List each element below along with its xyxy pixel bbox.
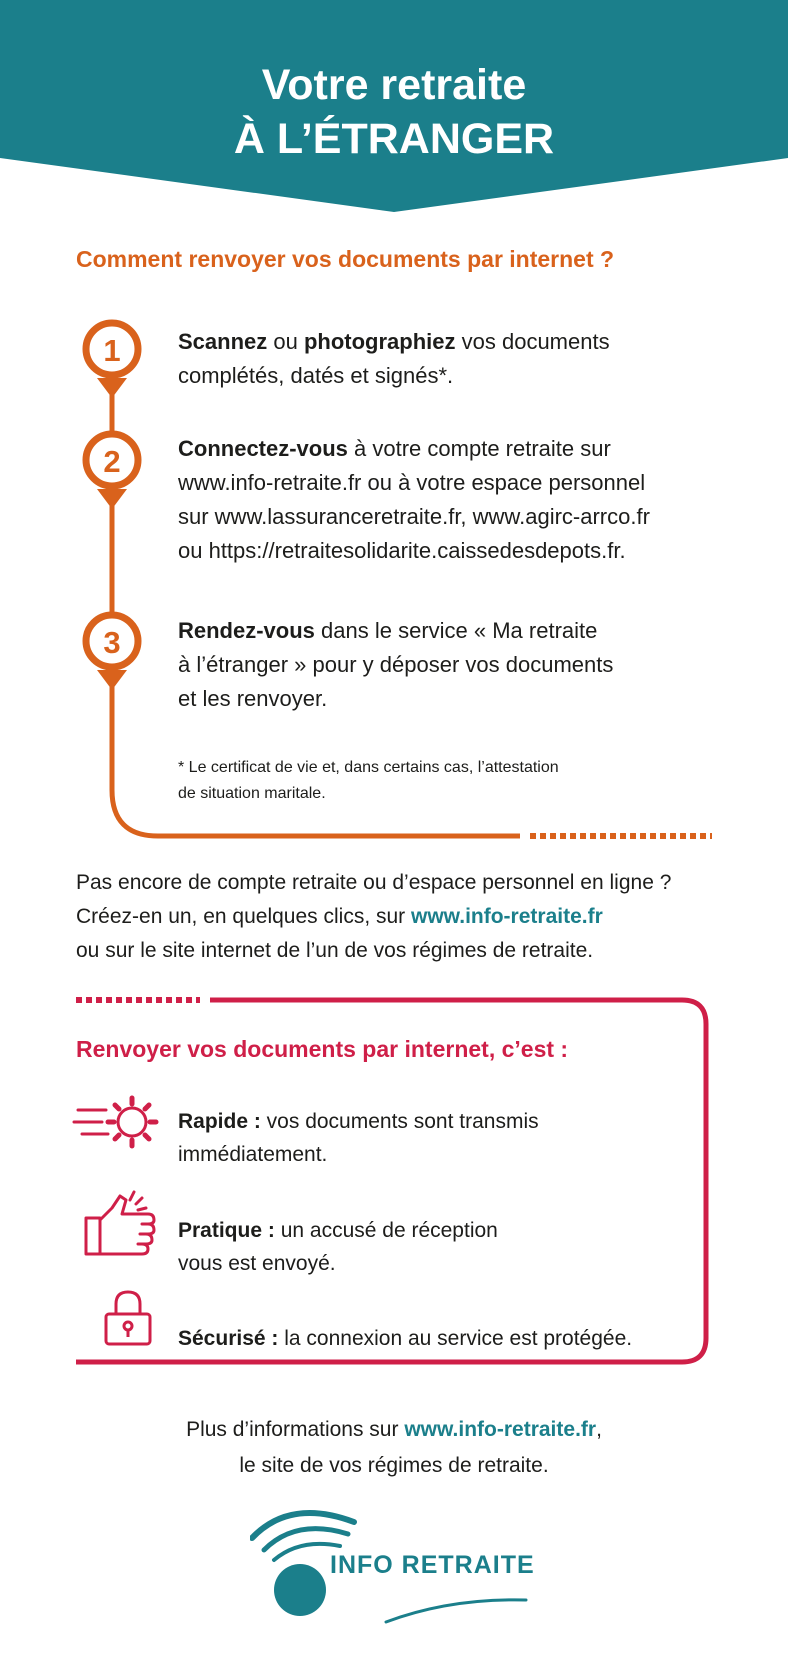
step-2-bold: Connectez-vous bbox=[178, 436, 348, 461]
step-2-line-3: sur www.lassuranceretraite.fr, www.agirc-arrco.fr bbox=[178, 504, 650, 529]
step-3-marker bbox=[86, 615, 138, 690]
benefit-securise-label: Sécurisé : bbox=[178, 1327, 279, 1350]
more-info-link[interactable]: www.info-retraite.fr bbox=[404, 1418, 597, 1441]
more-info-text: Plus d’informations sur bbox=[186, 1418, 405, 1441]
account-line-2: Créez-en un, en quelques clics, sur bbox=[76, 905, 412, 928]
step-1-text bbox=[178, 325, 610, 393]
step-3-rest: dans le service « Ma retraite bbox=[314, 618, 598, 643]
footnote-line-1: * Le certificat de vie et, dans certains cas, l’attestation bbox=[178, 759, 559, 776]
footnote bbox=[178, 755, 559, 807]
step-1-marker bbox=[86, 323, 138, 398]
step-3-bold: Rendez-vous bbox=[178, 618, 315, 643]
benefit-pratique bbox=[178, 1214, 498, 1280]
footnote-line-2: de situation maritale. bbox=[178, 785, 326, 802]
step-1-number: 1 bbox=[103, 333, 121, 368]
benefits-heading: Renvoyer vos documents par internet, c’est : bbox=[76, 1036, 569, 1062]
more-info-comma: , bbox=[596, 1418, 602, 1441]
account-line-3: ou sur le site internet de l’un de vos régimes de retraite. bbox=[76, 939, 594, 962]
benefit-securise bbox=[178, 1322, 632, 1355]
step-2-line-2: www.info-retraite.fr ou à votre espace personnel bbox=[178, 470, 646, 495]
steps-heading: Comment renvoyer vos documents par internet ? bbox=[76, 246, 615, 272]
benefit-pratique-text: un accusé de réception bbox=[274, 1219, 498, 1242]
step-3-text bbox=[178, 614, 613, 716]
step-2-text bbox=[178, 432, 650, 568]
step-2-rest: à votre compte retraite sur bbox=[347, 436, 611, 461]
account-line-1: Pas encore de compte retraite ou d’espace personnel en ligne ? bbox=[76, 871, 672, 894]
step-2-number: 2 bbox=[103, 444, 121, 479]
step-3-line-2: à l’étranger » pour y déposer vos documents bbox=[178, 652, 614, 677]
benefit-pratique-line-2: vous est envoyé. bbox=[178, 1252, 336, 1275]
step-1-bold-photo: photographiez bbox=[303, 329, 456, 354]
benefit-securise-text: la connexion au service est protégée. bbox=[278, 1327, 633, 1350]
more-info bbox=[0, 1412, 788, 1484]
speed-gear-icon bbox=[72, 1088, 168, 1154]
benefit-rapide bbox=[178, 1105, 539, 1171]
benefit-rapide-line-2: immédiatement. bbox=[178, 1143, 328, 1166]
step-3-line-3: et les renvoyer. bbox=[178, 686, 328, 711]
logo-text: INFO RETRAITE bbox=[330, 1551, 535, 1579]
info-retraite-link[interactable]: www.info-retraite.fr bbox=[411, 905, 603, 928]
padlock-icon bbox=[102, 1288, 154, 1348]
step-1-connector: ou bbox=[267, 329, 304, 354]
more-info-line-2: le site de vos régimes de retraite. bbox=[239, 1454, 549, 1477]
step-2-marker bbox=[86, 434, 138, 509]
benefit-pratique-label: Pratique : bbox=[178, 1219, 275, 1242]
step-1-line-2: complétés, datés et signés*. bbox=[178, 363, 454, 388]
step-3-number: 3 bbox=[103, 625, 121, 660]
title-line-2: À L’ÉTRANGER bbox=[233, 115, 555, 163]
thumbs-up-icon bbox=[84, 1188, 164, 1260]
step-1-bold-scan: Scannez bbox=[178, 329, 268, 354]
account-paragraph bbox=[76, 866, 671, 968]
step-1-rest: vos documents bbox=[455, 329, 610, 354]
benefit-rapide-text: vos documents sont transmis bbox=[260, 1110, 539, 1133]
title-line-1: Votre retraite bbox=[261, 61, 527, 109]
step-2-line-4: ou https://retraitesolidarite.caissedesdepots.fr. bbox=[178, 538, 626, 563]
benefit-rapide-label: Rapide : bbox=[178, 1110, 261, 1133]
